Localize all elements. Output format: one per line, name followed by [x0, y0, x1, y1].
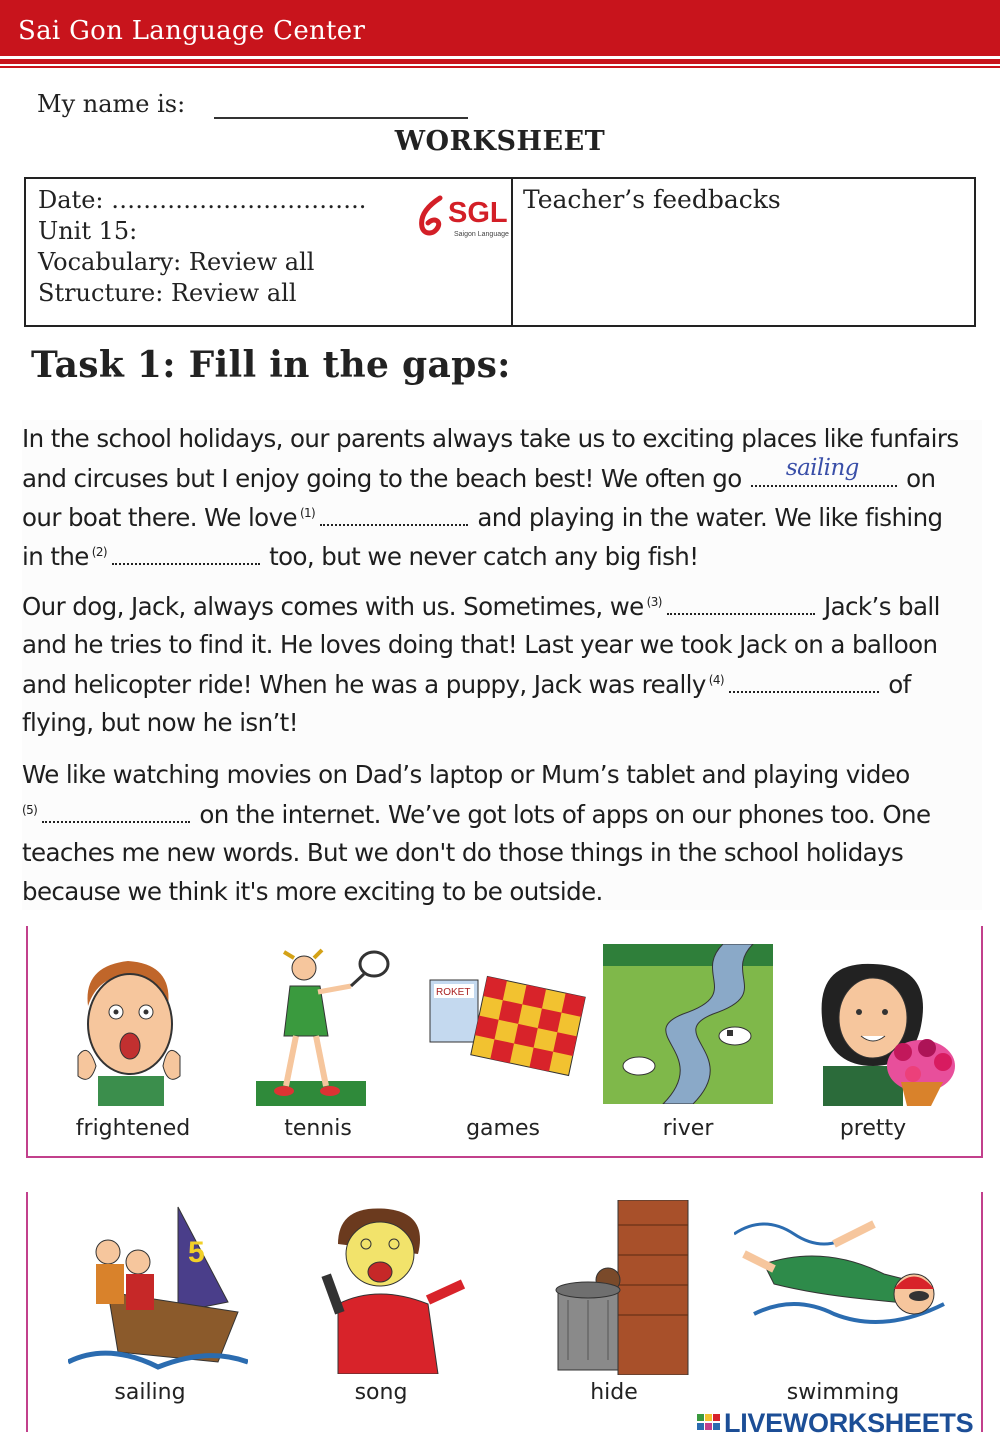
passage-line: [22, 838, 903, 867]
sgl-swoosh-icon: [416, 195, 450, 239]
sgl-logo: [414, 193, 511, 241]
name-label: My name is:: [37, 90, 186, 118]
passage-line: [22, 424, 959, 453]
reading-passage: [22, 420, 982, 910]
pretty-girl-icon: [803, 956, 963, 1106]
info-left-cell: [26, 179, 513, 325]
pretty-picture: [803, 956, 963, 1106]
frightened-picture: [68, 946, 198, 1106]
gap-5-input[interactable]: [42, 799, 190, 823]
picture-box-row1: [26, 926, 983, 1158]
gap-number: (1): [299, 505, 316, 520]
passage-line: [22, 669, 911, 699]
gap-number: (3): [646, 594, 662, 609]
frightened-boy-icon: [68, 946, 198, 1106]
sgl-logo-subtitle: Saigon Language: [454, 231, 509, 238]
gap-number: (4): [708, 672, 724, 687]
passage-text: too, but we never catch any big fish!: [269, 542, 699, 571]
passage-text: and helicopter ride! When he was a puppy, Jack was really: [22, 670, 706, 699]
river-landscape-icon: [603, 944, 773, 1104]
word-frightened: frightened: [75, 1116, 191, 1141]
structure-line: Structure: Review all: [38, 279, 297, 307]
center-name: Sai Gon Language Center: [18, 16, 366, 46]
word-swimming: swimming: [786, 1380, 900, 1405]
passage-line: [22, 630, 937, 659]
header-rule: [0, 59, 1000, 64]
passage-line: [22, 708, 298, 737]
gap-number: (2): [91, 544, 107, 559]
song-picture: [308, 1204, 468, 1374]
passage-text: Our dog, Jack, always comes with us. Sometimes, we: [22, 592, 644, 621]
date-line: Date: …………………………..: [38, 186, 367, 214]
passage-text: Jack’s ball: [824, 592, 940, 621]
sailing-boat-icon: [68, 1202, 248, 1372]
gap-3-input[interactable]: [667, 591, 815, 615]
unit-line: Unit 15:: [38, 217, 138, 245]
gap-number: (5): [22, 802, 38, 817]
word-pretty: pretty: [839, 1116, 907, 1141]
teacher-feedback-label: Teacher’s feedbacks: [523, 185, 781, 214]
singer-icon: [308, 1204, 468, 1374]
liveworksheets-logo-icon: [697, 1412, 721, 1432]
passage-line: [22, 877, 603, 906]
task1-title: Task 1: Fill in the gaps:: [31, 344, 511, 386]
gap-4-input[interactable]: [729, 669, 879, 693]
passage-line: [22, 502, 942, 532]
games-picture: [428, 966, 588, 1086]
passage-text: and circuses but I enjoy going to the beach best! We often go: [22, 464, 742, 493]
passage-text: our boat there. We love: [22, 503, 297, 532]
passage-text: on: [906, 464, 936, 493]
passage-text: and playing in the water. We like fishing: [477, 503, 943, 532]
word-tennis: tennis: [284, 1116, 352, 1141]
passage-line: [22, 591, 940, 621]
example-answer-text: sailing: [785, 455, 859, 481]
tennis-picture: [256, 946, 396, 1106]
passage-text: in the: [22, 542, 89, 571]
info-table: [24, 177, 976, 327]
passage-text: on the internet. We’ve got lots of apps on our phones too. One: [199, 800, 931, 829]
swimmer-icon: [734, 1204, 954, 1354]
passage-text: of: [888, 670, 911, 699]
passage-text: because we think it's more exciting to be outside.: [22, 877, 603, 906]
board-games-icon: [428, 966, 588, 1086]
hide-picture: [538, 1200, 698, 1375]
name-field[interactable]: [214, 117, 468, 119]
sgl-logo-text: SGL: [448, 197, 508, 229]
passage-text: flying, but now he isn’t!: [22, 708, 298, 737]
liveworksheets-brand[interactable]: LIVEWORKSHEETS: [724, 1408, 974, 1438]
word-sailing: sailing: [114, 1380, 186, 1405]
header-band: [0, 0, 1000, 56]
gap-1-input[interactable]: [320, 502, 468, 526]
hiding-dog-icon: [538, 1200, 698, 1375]
svg-text:5: 5: [188, 1236, 205, 1269]
sailing-picture: [68, 1202, 248, 1372]
passage-line: [22, 760, 910, 789]
example-answer: [751, 455, 897, 487]
vocabulary-line: Vocabulary: Review all: [38, 248, 315, 276]
worksheet-title: WORKSHEET: [394, 126, 606, 157]
swimming-picture: [734, 1204, 954, 1354]
gap-2-input[interactable]: [112, 541, 260, 565]
river-picture: [603, 944, 773, 1104]
picture-box-row2: [26, 1192, 983, 1432]
word-song: song: [354, 1380, 408, 1405]
word-hide: hide: [590, 1380, 638, 1405]
passage-text: We like watching movies on Dad’s laptop or Mum’s tablet and playing video: [22, 760, 910, 789]
header-rule-thin: [0, 66, 1000, 68]
passage-text: teaches me new words. But we don't do those things in the school holidays: [22, 838, 904, 867]
passage-text: In the school holidays, our parents always take us to exciting places like funfairs: [22, 424, 959, 453]
passage-line: [22, 455, 936, 493]
word-river: river: [662, 1116, 714, 1141]
word-games: games: [466, 1116, 540, 1141]
passage-line: [22, 541, 698, 571]
svg-text:ROKET: ROKET: [436, 987, 471, 998]
tennis-player-icon: [256, 946, 396, 1106]
passage-line: [22, 799, 930, 829]
passage-text: and he tries to find it. He loves doing that! Last year we took Jack on a balloon: [22, 630, 938, 659]
